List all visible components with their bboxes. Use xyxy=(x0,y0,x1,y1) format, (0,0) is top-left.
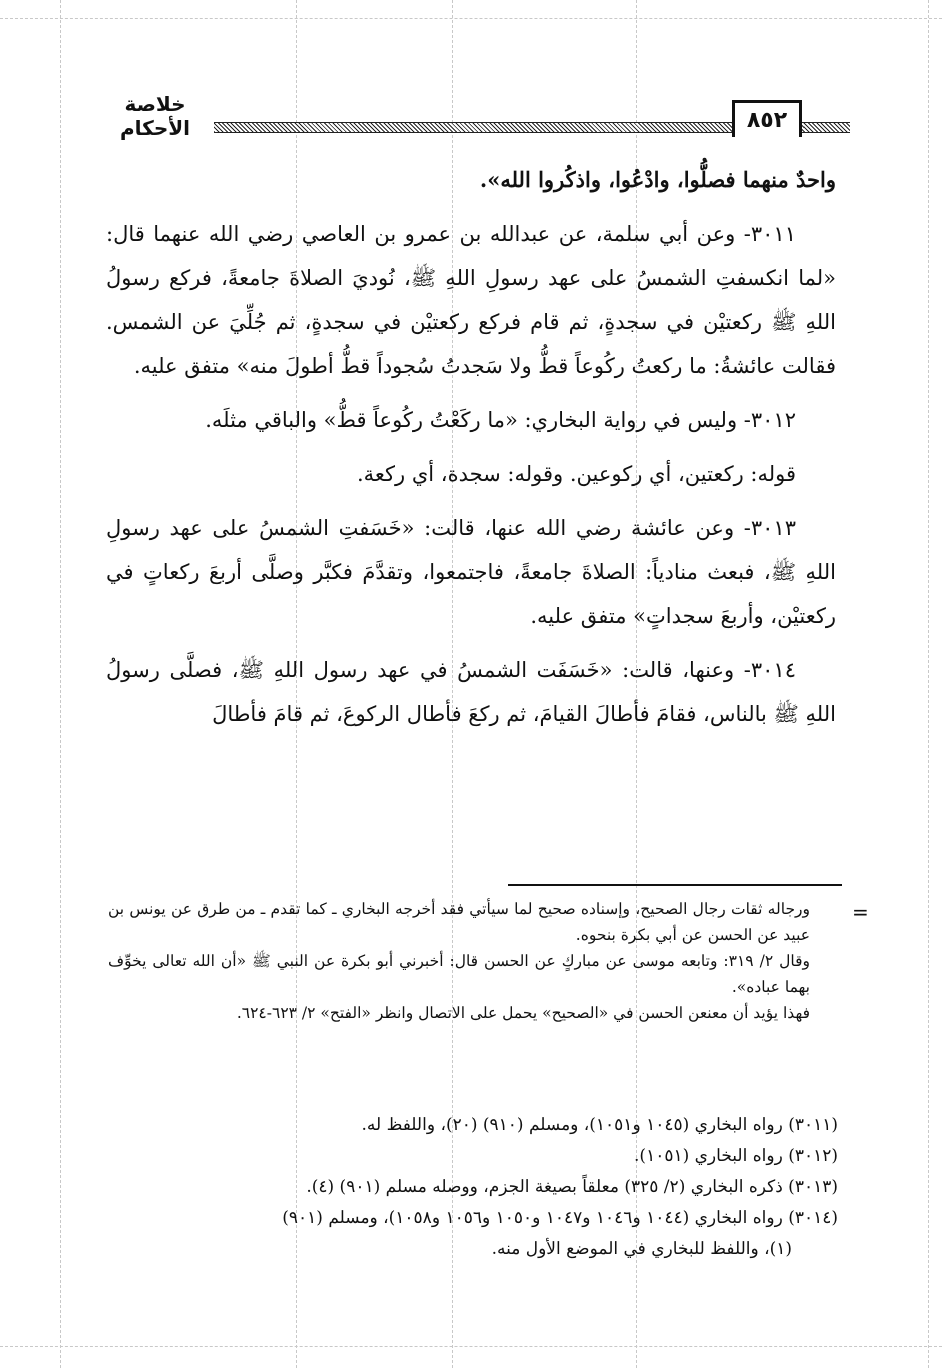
footnote-3012: (٣٠١٢) رواه البخاري (١٠٥١). xyxy=(634,1146,838,1166)
footnote-quote-1: ورجاله ثقات رجال الصحيح، وإسناده صحيح لما سيأتي فقد أخرجه البخاري ـ كما تقدم ـ من طرق عن يونس بن عبيد عن الحسن عن أبي بكرة بنحوه. xyxy=(108,900,810,944)
footnote-quote-3: فهذا يؤيد أن معنعن الحسن في «الصحيح» يحمل على الاتصال وانظر «الفتح» ٢/ ٦٢٣-٦٢٤. xyxy=(236,1004,810,1022)
footnote-continuation xyxy=(108,896,810,1026)
header-pattern-bar-right xyxy=(804,122,850,133)
footnote-3013: (٣٠١٣) ذكره البخاري (٢/ ٣٢٥) معلقاً بصيغة الجزم، ووصله مسلم (٩٠١) (٤). xyxy=(306,1177,838,1197)
explanation-note: قوله: ركعتين، أي ركوعين. وقوله: سجدة، أي ركعة. xyxy=(356,462,796,486)
guide-line xyxy=(60,0,61,1368)
hadith-3013: ٣٠١٣- وعن عائشة رضي الله عنها، قالت: «خَسَفتِ الشمسُ على عهد رسولِ اللهِ ﷺ، فبعث منادياً: الصلاةَ جامعةً، فاجتمعوا، وتقدَّمَ فكبَّر وصلَّى أربعَ ركعاتٍ في ركعتيْن، وأربعَ سجداتٍ» متفق عليه. xyxy=(106,516,836,628)
footnote-3014: (٣٠١٤) رواه البخاري (١٠٤٤ و١٠٤٦ و١٠٤٧ و١٠٥٠ و١٠٥٦ و١٠٥٨)، ومسلم (٩٠١) xyxy=(282,1208,838,1228)
footnote-quote-2: وقال ٢/ ٣١٩: وتابعه موسى عن مباركٍ عن الحسن قال: أخبرني أبو بكرة عن النبي ﷺ «أن الله تعالى يخوِّف بهما عباده». xyxy=(108,952,811,996)
guide-line xyxy=(0,1346,942,1347)
page-number: ٨٥٢ xyxy=(732,100,802,137)
footnotes-list xyxy=(110,1110,838,1265)
guide-line xyxy=(0,18,942,19)
hadith-3012: ٣٠١٢- وليس في رواية البخاري: «ما ركَعْتُ ركُوعاً قطُّ» والباقي مثلَه. xyxy=(205,408,796,432)
continuation-marker: = xyxy=(852,900,869,924)
hadith-3014: ٣٠١٤- وعنها، قالت: «خَسَفَت الشمسُ في عهد رسول اللهِ ﷺ، فصلَّى رسولُ اللهِ ﷺ بالناس، فقامَ فأطالَ القيامَ، ثم ركعَ فأطال الركوعَ، ثم قامَ فأطالَ xyxy=(106,658,836,726)
running-title: خلاصة الأحكام xyxy=(120,92,190,140)
page-header xyxy=(96,86,850,142)
guide-line xyxy=(928,0,929,1368)
paragraph-continuation: واحدٌ منهما فصلُّوا، وادْعُوا، واذكُروا الله». xyxy=(479,167,836,192)
main-text xyxy=(106,158,836,746)
hadith-3011: ٣٠١١- وعن أبي سلمة، عن عبدالله بن عمرو بن العاصي رضي الله عنهما قال: «لما انكسفتِ الشمسُ على عهد رسولِ اللهِ ﷺ، نُوديَ الصلاةَ جامعةً، فركع رسولُ اللهِ ﷺ ركعتيْن في سجدةٍ، ثم قام فركع ركعتيْن في سجدةٍ، ثم جُلِّيَ عن الشمس. فقالت عائشةُ: ما ركعتُ ركُوعاً قطُّ ولا سَجدتُ سُجوداً قطُّ أطولَ منه» متفق عليه. xyxy=(106,222,836,378)
footnote-3014-continued: (١)، واللفظ للبخاري في الموضع الأول منه. xyxy=(491,1239,792,1259)
footnote-3011: (٣٠١١) رواه البخاري (١٠٤٥ و١٠٥١)، ومسلم (٩١٠) (٢٠)، واللفظ له. xyxy=(361,1115,838,1135)
footnote-separator xyxy=(508,884,842,886)
